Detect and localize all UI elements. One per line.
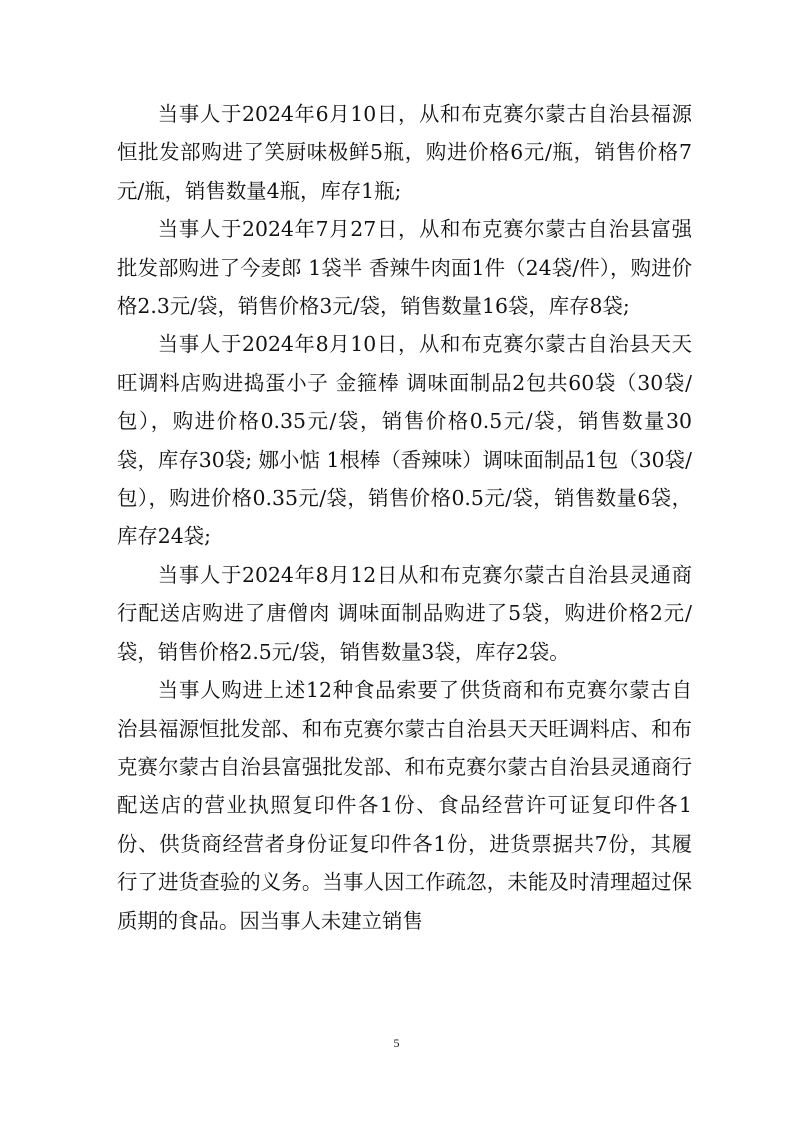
- paragraph-purchase-august-12: 当事人于2024年8月12日从和布克赛尔蒙古自治县灵通商行配送店购进了唐僧肉 调味面制品购进了5袋，购进价格2元/袋，销售价格2.5元/袋，销售数量3袋，库存2袋。: [117, 562, 692, 664]
- paragraph-inspection-summary: 当事人购进上述12种食品索要了供货商和布克赛尔蒙古自治县福源恒批发部、和布克赛尔蒙古自治县天天旺调料店、和布克赛尔蒙古自治县富强批发部、和布克赛尔蒙古自治县灵通商行配送店的营业执照复印件各1份、食品经营许可证复印件各1份、供货商经营者身份证复印件各1份，进货票据共7份，其履行了进货查验的义务。当事人因工作疏忽，未能及时清理超过保质期的食品。因当事人未建立销售: [117, 678, 692, 933]
- paragraph-purchase-july-27: 当事人于2024年7月27日，从和布克赛尔蒙古自治县富强批发部购进了今麦郎 1袋半 香辣牛肉面1件（24袋/件），购进价格2.3元/袋，销售价格3元/袋，销售数量16袋，库存8袋;: [117, 217, 692, 319]
- page-number: 5: [393, 1036, 400, 1050]
- body-text: [117, 95, 692, 940]
- paragraph-purchase-june-10: 当事人于2024年6月10日，从和布克赛尔蒙古自治县福源恒批发部购进了笑厨味极鲜5瓶，购进价格6元/瓶，销售价格7元/瓶，销售数量4瓶，库存1瓶;: [117, 102, 692, 203]
- paragraph-purchase-august-10: 当事人于2024年8月10日，从和布克赛尔蒙古自治县天天旺调料店购进捣蛋小子 金箍棒 调味面制品2包共60袋（30袋/包），购进价格0.35元/袋，销售价格0.5元/袋，销售数量30袋，库存30袋; 娜小惦 1根棒（香辣味）调味面制品1包（30袋/包），购进价格0.35元/袋，销售价格0.5元/袋，销售数量6袋，库存24袋;: [117, 332, 692, 549]
